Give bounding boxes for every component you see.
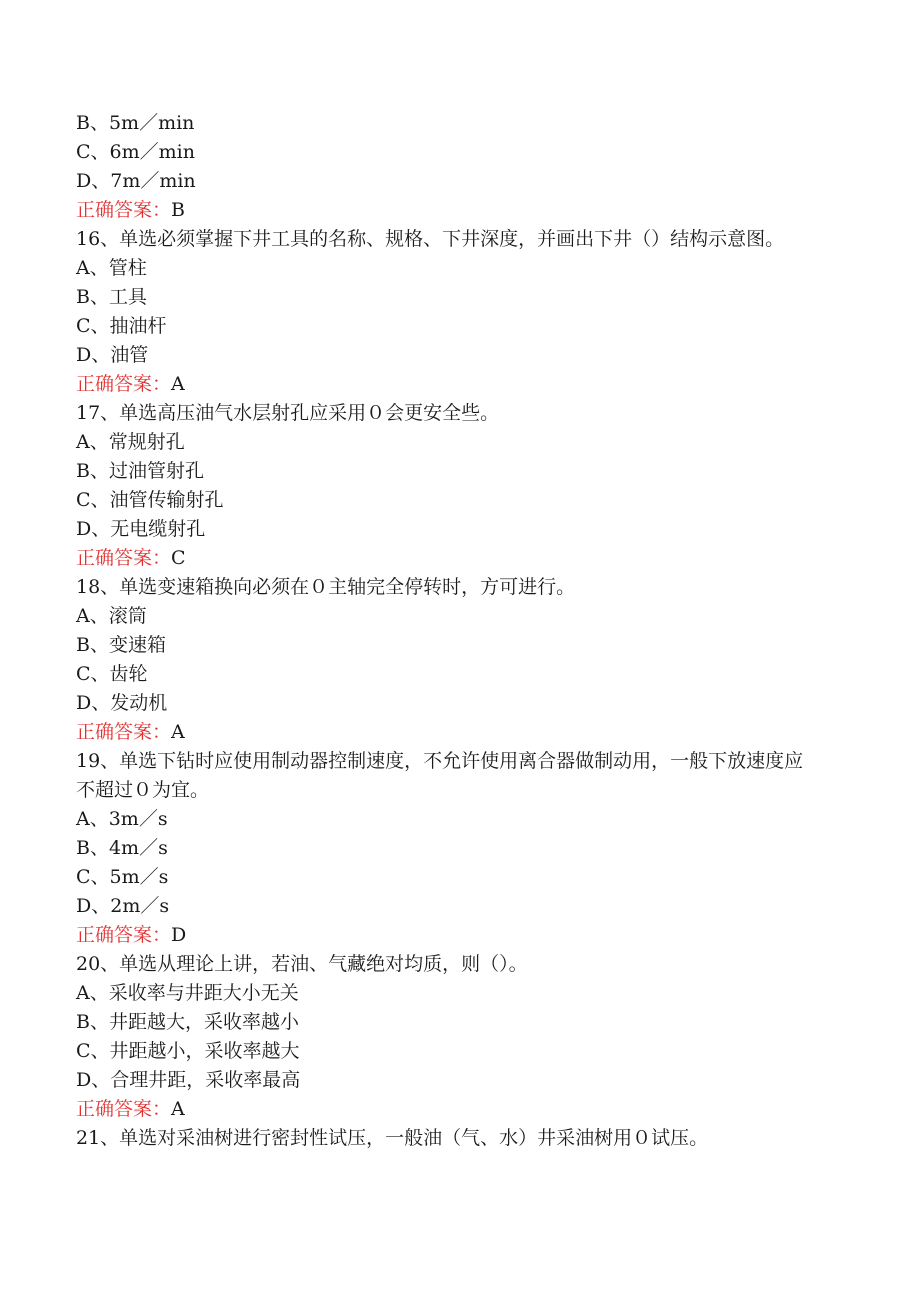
question-18 <box>76 573 836 747</box>
option-d: D、油管 <box>76 344 149 366</box>
answer-value: A <box>171 721 185 743</box>
option-c: C、5m／s <box>76 866 169 888</box>
option-b: B、4m／s <box>76 837 168 859</box>
answer-label: 正确答案： <box>76 373 172 395</box>
answer-label: 正确答案： <box>76 1098 172 1120</box>
correct-answer <box>76 1095 836 1124</box>
question-text: 17、单选高压油气水层射孔应采用０会更安全些。 <box>76 402 500 424</box>
answer-value: A <box>171 1098 185 1120</box>
answer-label: 正确答案： <box>76 199 172 221</box>
option-d: D、无电缆射孔 <box>76 518 206 540</box>
question-text: 18、单选变速箱换向必须在０主轴完全停转时，方可进行。 <box>76 576 576 598</box>
option-d: D、7m／min <box>76 170 196 192</box>
option-c: C、6m／min <box>76 141 195 163</box>
correct-answer <box>76 370 836 399</box>
question-20 <box>76 950 836 1124</box>
answer-label: 正确答案： <box>76 721 172 743</box>
option-c: C、油管传输射孔 <box>76 489 224 511</box>
document-page <box>76 109 836 1153</box>
answer-value: A <box>171 373 185 395</box>
question-text: 16、单选必须掌握下井工具的名称、规格、下井深度，并画出下井（）结构示意图。 <box>76 228 785 250</box>
correct-answer <box>76 196 836 225</box>
option-c: C、抽油杆 <box>76 315 167 337</box>
option-c: C、井距越小，采收率越大 <box>76 1040 300 1062</box>
correct-answer <box>76 718 836 747</box>
question-16 <box>76 225 836 399</box>
option-d: D、发动机 <box>76 692 168 714</box>
correct-answer <box>76 921 836 950</box>
question-21 <box>76 1124 836 1153</box>
option-c: C、齿轮 <box>76 663 148 685</box>
option-b: B、变速箱 <box>76 634 166 656</box>
question-17 <box>76 399 836 573</box>
question-text: 20、单选从理论上讲，若油、气藏绝对均质，则（）。 <box>76 953 528 975</box>
option-d: D、2m／s <box>76 895 170 917</box>
option-b: B、工具 <box>76 286 147 308</box>
answer-label: 正确答案： <box>76 547 172 569</box>
option-b: B、过油管射孔 <box>76 460 204 482</box>
option-a: A、管柱 <box>76 257 147 279</box>
option-d: D、合理井距，采收率最高 <box>76 1069 301 1091</box>
answer-value: C <box>171 547 186 569</box>
option-a: A、常规射孔 <box>76 431 185 453</box>
question-15-tail <box>76 109 836 225</box>
option-a: A、3m／s <box>76 808 168 830</box>
question-text: 19、单选下钻时应使用制动器控制速度，不允许使用离合器做制动用，一般下放速度应不超过０为宜。 <box>76 750 804 801</box>
question-text: 21、单选对采油树进行密封性试压，一般油（气、水）井采油树用０试压。 <box>76 1127 709 1149</box>
correct-answer <box>76 544 836 573</box>
question-19 <box>76 747 836 950</box>
answer-value: B <box>171 199 185 221</box>
option-b: B、5m／min <box>76 112 195 134</box>
answer-value: D <box>171 924 187 946</box>
option-a: A、滚筒 <box>76 605 147 627</box>
option-a: A、采收率与井距大小无关 <box>76 982 299 1004</box>
answer-label: 正确答案： <box>76 924 172 946</box>
option-b: B、井距越大，采收率越小 <box>76 1011 299 1033</box>
